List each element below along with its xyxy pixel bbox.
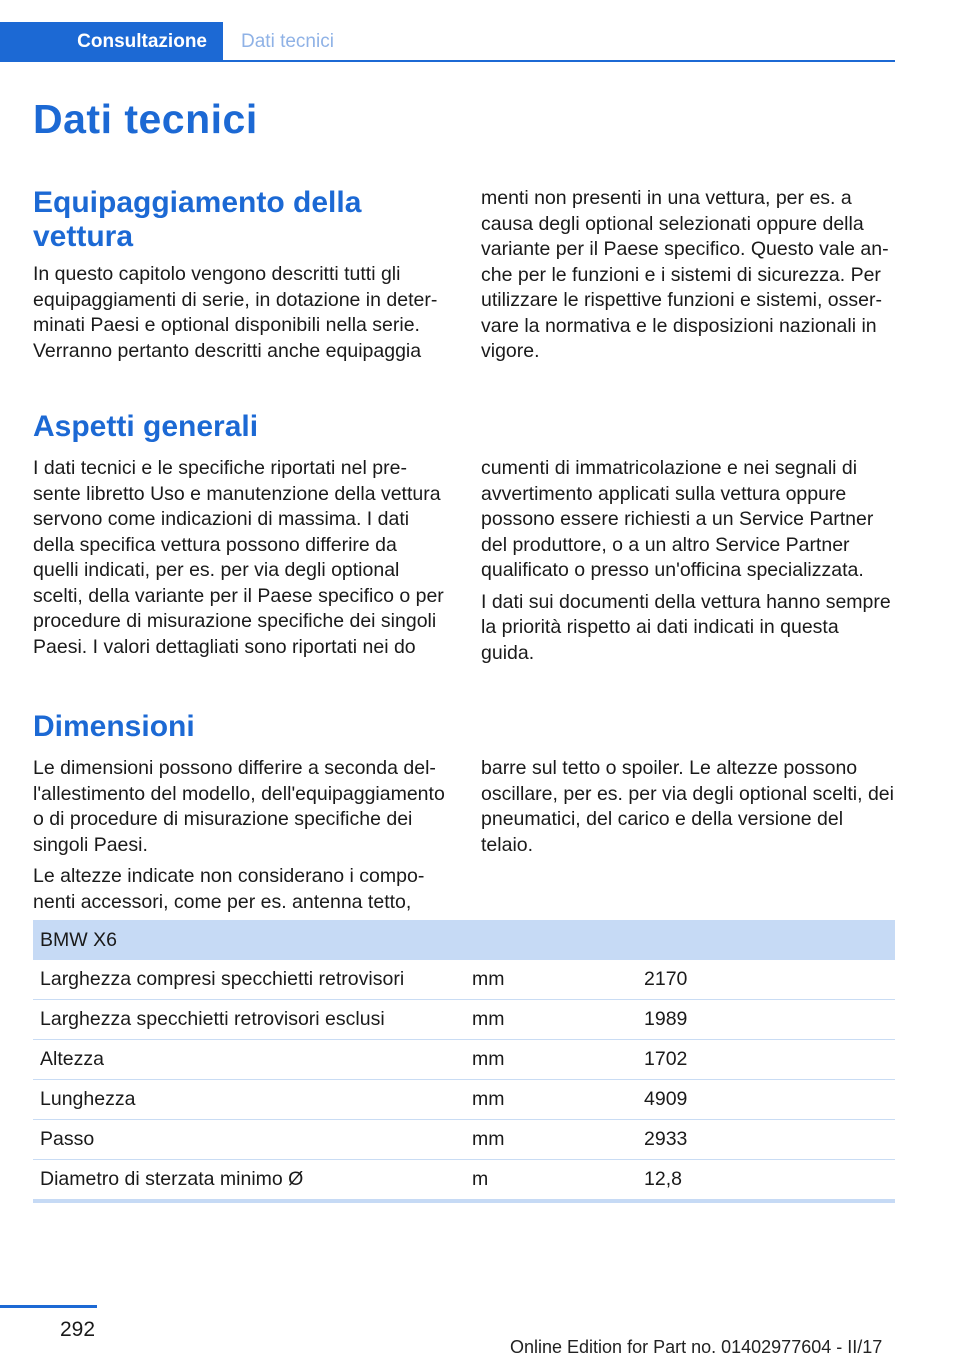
row-label: Larghezza specchietti retrovisori esclusi xyxy=(33,1000,465,1040)
page-number: 292 xyxy=(60,1318,96,1341)
row-unit: mm xyxy=(465,960,637,1000)
row-unit: mm xyxy=(465,1120,637,1160)
row-label: Larghezza compresi specchietti retrovisori xyxy=(33,960,465,1000)
page-number-rule xyxy=(0,1305,97,1308)
row-unit: m xyxy=(465,1160,637,1202)
row-value: 4909 xyxy=(637,1080,895,1120)
paragraph: Le altezze indicate non considerano i componenti accessori, come per es. antenna tetto, xyxy=(33,865,425,913)
table-row xyxy=(33,1040,895,1080)
row-label: Passo xyxy=(33,1120,465,1160)
paragraph: barre sul tetto o spoiler. Le altezze possono oscillare, per es. per via degli optional scelti, dei pneumatici, del carico e della versione del telaio. xyxy=(481,757,894,856)
dimensions-table xyxy=(33,920,895,1203)
table-row xyxy=(33,1000,895,1040)
section-heading-dimensioni: Dimensioni xyxy=(33,710,195,743)
row-unit: mm xyxy=(465,1000,637,1040)
row-value: 1989 xyxy=(637,1000,895,1040)
row-value: 2170 xyxy=(637,960,895,1000)
paragraph: cumenti di immatricolazione e nei segnali di avvertimento applicati sulla vettura oppure possono essere richiesti a un Service Partner del produttore, o a un altro Service Partner qualificato o presso un'officina specializzata. xyxy=(481,457,874,581)
table-header: BMW X6 xyxy=(33,920,895,960)
header-divider xyxy=(0,60,895,62)
section-dimensioni-right xyxy=(481,756,894,864)
row-unit: mm xyxy=(465,1080,637,1120)
page-title: Dati tecnici xyxy=(33,96,258,142)
row-value: 12,8 xyxy=(637,1160,895,1202)
section-equipaggiamento-left xyxy=(33,262,446,370)
row-value: 2933 xyxy=(637,1120,895,1160)
row-label: Altezza xyxy=(33,1040,465,1080)
paragraph: I dati tecnici e le specifiche riportati nel presente libretto Uso e manutenzione della vettura servono come indicazioni di massima. I dati della specifica vettura possono differire da quelli indicati, per es. per via degli optional scelti, della variante per il Paese specifico o per procedure di misurazione specifiche dei singoli Paesi. I valori dettagliati sono riportati nei do xyxy=(33,457,444,658)
tab-consultazione[interactable]: Consultazione xyxy=(0,22,223,62)
section-equipaggiamento-right xyxy=(481,186,894,371)
row-unit: mm xyxy=(465,1040,637,1080)
paragraph: In questo capitolo vengono descritti tutti gli equipaggiamenti di serie, in dotazione in determinati Paesi e optional disponibili nella serie. Verranno pertanto descritti anche equipaggia xyxy=(33,263,438,362)
paragraph: Le dimensioni possono differire a seconda dell'allestimento del modello, dell'equipaggiamento o di procedure di misurazione specifiche dei singoli Paesi. xyxy=(33,757,445,856)
table-header-row xyxy=(33,920,895,960)
section-heading-aspetti-generali: Aspetti generali xyxy=(33,410,259,443)
tab-dati-tecnici[interactable]: Dati tecnici xyxy=(241,31,334,52)
section-dimensioni-left xyxy=(33,756,446,921)
row-label: Lunghezza xyxy=(33,1080,465,1120)
footer-edition: Online Edition for Part no. 01402977604 - II/17 xyxy=(510,1337,883,1357)
table-row xyxy=(33,1080,895,1120)
row-value: 1702 xyxy=(637,1040,895,1080)
section-aspetti-left xyxy=(33,456,446,666)
row-label: Diametro di sterzata minimo Ø xyxy=(33,1160,465,1202)
section-aspetti-right xyxy=(481,456,894,672)
table-row xyxy=(33,1160,895,1202)
table-row xyxy=(33,960,895,1000)
header-bar xyxy=(0,0,895,62)
paragraph: I dati sui documenti della vettura hanno sempre la priorità rispetto ai dati indicati in questa guida. xyxy=(481,590,891,664)
table-row xyxy=(33,1120,895,1160)
paragraph: menti non presenti in una vettura, per es. a causa degli optional selezionati oppure della variante per il Paese specifico. Questo vale anche per le funzioni e i sistemi di sicurezza. Per utilizzare le rispettive funzioni e sistemi, osservare la normativa e le disposizioni nazionali in vigore. xyxy=(481,187,889,362)
section-heading-equipaggiamento: Equipaggiamento della vettura xyxy=(33,186,362,253)
